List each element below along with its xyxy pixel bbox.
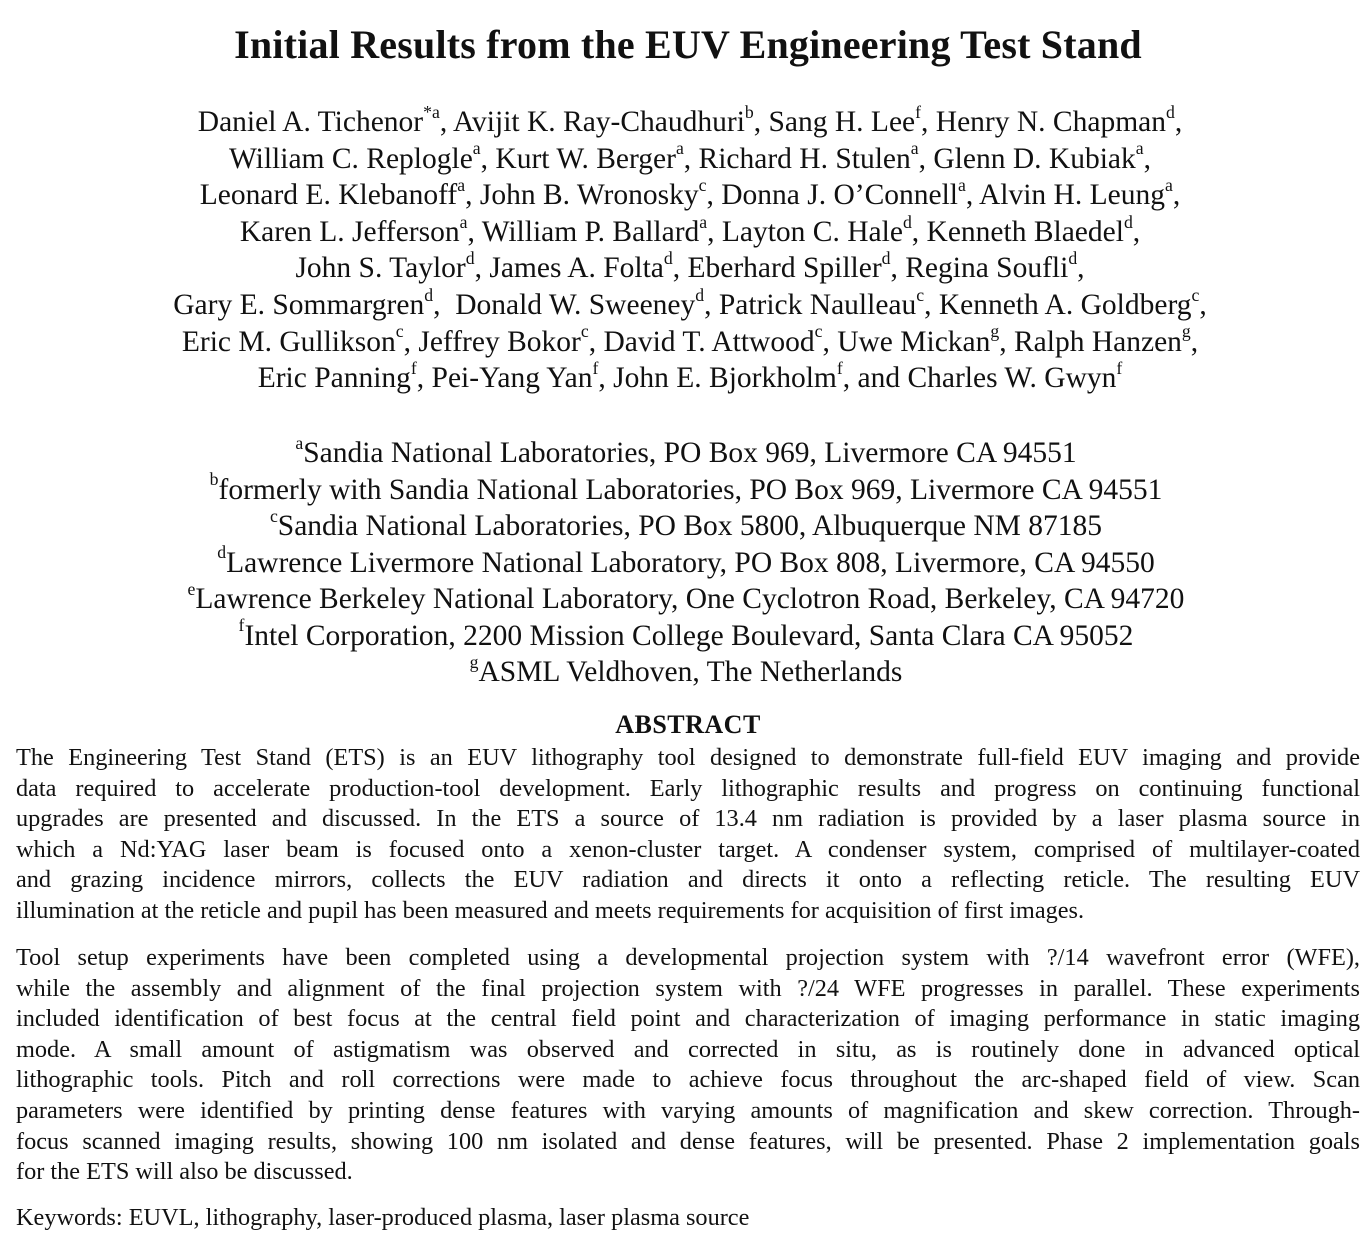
affiliation-marker: c [698, 174, 707, 195]
author-name: John S. Taylor [295, 252, 466, 285]
affiliation-marker: a [1135, 138, 1144, 159]
author-separator: , [683, 142, 699, 175]
author-name: Kenneth A. Goldberg [938, 288, 1192, 321]
author-separator: , [704, 288, 719, 321]
author-separator: , [706, 179, 722, 212]
paper-title: Initial Results from the EUV Engineering Test Stand [234, 22, 1142, 67]
author-separator: , [1132, 215, 1141, 248]
affiliation-marker: d [465, 248, 475, 269]
author-separator: , [918, 142, 934, 175]
author-separator: , [965, 179, 979, 212]
affiliation-text: Lawrence Berkeley National Laboratory, One Cyclotron Road, Berkeley, CA 94720 [195, 583, 1185, 615]
author-line [0, 250, 1368, 287]
author-separator: , [890, 252, 906, 285]
keywords-label: Keywords: [16, 1204, 123, 1231]
author-name: Eberhard Spiller [687, 252, 882, 285]
author-line [0, 357, 1368, 397]
affiliation-marker: a [472, 138, 481, 159]
affiliation-marker: a [457, 174, 466, 195]
abstract-heading: ABSTRACT [615, 710, 761, 739]
affiliation-text: Sandia National Laboratories, PO Box 5800, Albuquerque NM 87185 [277, 510, 1103, 542]
author-separator: , [416, 362, 432, 395]
abstract-line: The Engineering Test Stand (ETS) is an EUV lithography tool designed to demonstrate full-field EUV imaging and provide [16, 744, 1360, 771]
author-name: James A. Folta [489, 252, 664, 285]
abstract-line: data required to accelerate production-tool development. Early lithographic results and progress on continuing functional [16, 774, 1360, 802]
affiliation-text: formerly with Sandia National Laboratories, PO Box 969, Livermore CA 94551 [218, 473, 1163, 506]
affiliation-marker: d [663, 248, 673, 269]
abstract-line: focus scanned imaging results, showing 100 nm isolated and dense features, will be presented. Phase 2 implementation goals [16, 1127, 1360, 1155]
affiliation-text: ASML Veldhoven, The Netherlands [478, 656, 903, 688]
affiliation-marker: d [695, 284, 705, 305]
author-name: Charles W. Gwyn [907, 362, 1117, 395]
abstract-line: which a Nd:YAG laser beam is focused onto a xenon-cluster target. A condenser system, comprised of multilayer-coated [16, 835, 1360, 863]
author-separator: , [439, 106, 453, 138]
affiliation-text: Lawrence Livermore National Laboratory, PO Box 808, Livermore, CA 94550 [226, 546, 1155, 579]
author-name: John B. Wronosky [479, 179, 699, 212]
author-separator: , [1172, 179, 1181, 212]
author-separator: , [598, 362, 614, 395]
author-name: Uwe Mickan [837, 325, 991, 358]
abstract-line: Tool setup experiments have been completed using a developmental projection system with ?/14 wavefront error (WFE), [16, 944, 1360, 971]
affiliation-list [0, 432, 1368, 691]
affiliation-marker: d [1166, 101, 1175, 122]
author-name: Layton C. Hale [721, 215, 903, 248]
author-name: Regina Soufli [905, 252, 1069, 285]
author-name: Eric Panning [257, 362, 411, 395]
author-name: Daniel A. Tichenor [197, 106, 424, 138]
affiliation-marker: d [424, 284, 434, 305]
author-separator: , [707, 215, 722, 248]
author-separator: , [921, 106, 936, 138]
affiliation-marker: f [238, 615, 245, 636]
keywords-value: EUVL, lithography, laser-produced plasma, laser plasma source [128, 1204, 750, 1231]
affiliation-marker: c [814, 321, 823, 342]
affiliation-marker: e [187, 578, 196, 599]
affiliation-line [0, 615, 1368, 655]
author-name: Henry N. Chapman [935, 106, 1166, 138]
affiliation-marker: f [592, 357, 599, 378]
affiliation-line [0, 542, 1368, 582]
author-separator: , [911, 215, 927, 248]
author-separator: , [588, 325, 604, 358]
author-separator: , and [842, 362, 908, 395]
affiliation-line [0, 469, 1368, 509]
author-separator: , [480, 142, 496, 175]
affiliation-marker: d [1068, 248, 1078, 269]
author-name: David T. Attwood [603, 325, 815, 358]
author-line [0, 284, 1368, 324]
author-list [0, 101, 1368, 397]
abstract-paragraph-1 [16, 743, 1360, 927]
author-line [0, 101, 1368, 141]
abstract-paragraph-2 [16, 943, 1360, 1188]
affiliation-line [0, 651, 1368, 691]
author-name: Gary E. Sommargren [173, 288, 425, 321]
affiliation-line [0, 505, 1368, 545]
abstract-line: mode. A small amount of astigmatism was observed and corrected in situ, as is routinely done in advanced optical [16, 1035, 1360, 1063]
author-separator: , [1077, 252, 1085, 285]
affiliation-marker: f [915, 101, 922, 122]
affiliation-marker: *a [423, 101, 440, 122]
author-name: Ralph Hanzen [1013, 325, 1182, 358]
author-separator: , [1190, 325, 1199, 358]
author-name: Jeffrey Bokor [418, 325, 581, 358]
affiliation-marker: a [910, 138, 919, 159]
abstract-line: upgrades are presented and discussed. In the ETS a source of 13.4 nm radiation is provided by a laser plasma source in [16, 805, 1360, 833]
abstract-line: illumination at the reticle and pupil has been measured and meets requirements for acquisition of first images. [16, 896, 1085, 924]
affiliation-marker: f [410, 357, 417, 378]
affiliation-text: Intel Corporation, 2200 Mission College Boulevard, Santa Clara CA 95052 [244, 619, 1134, 652]
author-name: Kenneth Blaedel [926, 215, 1124, 248]
affiliation-text: Sandia National Laboratories, PO Box 969, Livermore CA 94551 [303, 437, 1077, 469]
author-separator: , [1143, 142, 1151, 175]
abstract-line: included identification of best focus at the central field point and characterization of imaging performance in static imaging [16, 1005, 1360, 1033]
author-separator: , [822, 325, 838, 358]
abstract-line: parameters were identified by printing dense features with varying amounts of magnification and skew correction. Through- [16, 1096, 1360, 1124]
affiliation-marker: g [990, 321, 1000, 342]
author-name: Eric M. Gullikson [181, 325, 396, 358]
affiliation-marker: a [1164, 174, 1173, 195]
author-name: Avijit K. Ray-Chaudhuri [452, 106, 745, 138]
author-line [0, 138, 1368, 178]
author-separator: , [474, 252, 490, 285]
abstract-line: while the assembly and alignment of the final projection system with ?/24 WFE progresses in parallel. These experiments [16, 974, 1360, 1002]
author-name: Sang H. Lee [768, 106, 916, 138]
author-line [0, 211, 1368, 251]
author-name: Kurt W. Berger [495, 142, 676, 175]
affiliation-marker: c [269, 505, 278, 526]
affiliation-marker: d [881, 248, 891, 269]
affiliation-marker: g [469, 651, 479, 672]
author-name: Leonard E. Klebanoff [199, 179, 458, 212]
affiliation-marker: a [958, 174, 966, 195]
author-separator: , [924, 288, 939, 321]
author-separator: , [467, 215, 482, 248]
author-name: Glenn D. Kubiak [933, 142, 1136, 175]
affiliation-marker: b [209, 469, 219, 490]
author-separator: , [1199, 288, 1207, 321]
author-line [0, 321, 1368, 361]
author-name: Donald W. Sweeney [455, 288, 696, 321]
author-name: Pei-Yang Yan [431, 362, 593, 395]
keywords [16, 1203, 749, 1233]
author-name: William C. Replogle [229, 142, 473, 175]
author-separator: , [465, 179, 480, 212]
affiliation-marker: a [699, 211, 708, 232]
author-name: Karen L. Jefferson [239, 215, 460, 248]
author-name: William P. Ballard [481, 215, 700, 248]
author-name: Richard H. Stulen [698, 142, 911, 175]
affiliation-marker: a [459, 211, 468, 232]
author-name: Donna J. O’Connell [721, 179, 958, 212]
affiliation-marker: d [217, 542, 227, 563]
affiliation-marker: c [580, 321, 589, 342]
affiliation-marker: f [1116, 357, 1123, 378]
affiliation-marker: d [1123, 211, 1133, 232]
author-separator: , [999, 325, 1014, 358]
author-separator: , [753, 106, 769, 138]
author-line [0, 174, 1368, 214]
abstract-line: for the ETS will also be discussed. [16, 1158, 353, 1186]
affiliation-marker: d [902, 211, 912, 232]
author-separator: , [1174, 106, 1183, 138]
author-separator: , [433, 288, 456, 321]
affiliation-marker: g [1181, 321, 1191, 342]
abstract-line: lithographic tools. Pitch and roll corrections were made to achieve focus throughout the arc-shaped field of view. Scan [16, 1066, 1360, 1094]
affiliation-marker: b [744, 101, 754, 122]
author-separator: , [672, 252, 688, 285]
affiliation-marker: c [916, 284, 925, 305]
author-name: John E. Bjorkholm [613, 362, 837, 395]
affiliation-marker: c [395, 321, 404, 342]
author-name: Alvin H. Leung [978, 179, 1165, 212]
author-name: Patrick Naulleau [718, 288, 917, 321]
affiliation-marker: a [675, 138, 684, 159]
affiliation-line [0, 578, 1368, 618]
affiliation-marker: f [836, 357, 843, 378]
affiliation-marker: a [295, 432, 304, 453]
abstract-line: and grazing incidence mirrors, collects the EUV radiation and directs it onto a reflecting reticle. The resulting EUV [16, 866, 1360, 894]
affiliation-marker: c [1191, 284, 1200, 305]
author-separator: , [403, 325, 419, 358]
affiliation-line [0, 432, 1368, 472]
